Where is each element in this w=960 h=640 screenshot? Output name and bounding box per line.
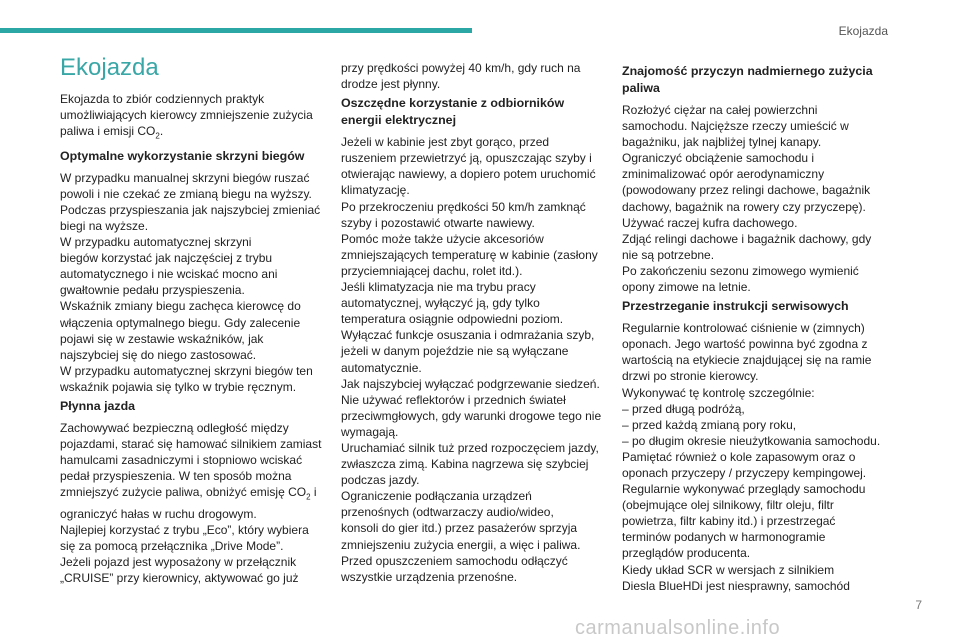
text-line: drodze jest płynny. xyxy=(341,77,441,92)
text-line: Przed opuszczeniem samochodu odłączyć xyxy=(341,553,568,568)
text-line: (obejmujące olej silnikowy, filtr oleju, filtr xyxy=(622,498,834,513)
text-line: opony zimowe na letnie. xyxy=(622,280,751,295)
fuel-consumption-paragraph xyxy=(622,102,892,295)
text-line: automatycznego i nie wciskać mocno ani xyxy=(60,267,278,282)
text-line: Pamiętać również o kole zapasowym oraz o xyxy=(622,449,856,464)
text-line: Ograniczyć obciążenie samochodu i xyxy=(622,151,815,166)
continued-paragraph xyxy=(341,60,611,92)
section-heading-electrical: Oszczędne korzystanie z odbiorników energii elektrycznej xyxy=(341,96,565,128)
text-line: – przed długą podróżą, xyxy=(622,401,745,416)
service-paragraph xyxy=(622,320,892,594)
text-line: – przed każdą zmianą pory roku, xyxy=(622,417,797,432)
text-line: ograniczyć hałas w ruchu drogowym. xyxy=(60,506,257,521)
section-heading-service: Przestrzeganie instrukcji serwisowych xyxy=(622,299,849,314)
text-line: się za pomocą przełącznika „Drive Mode”. xyxy=(60,539,284,554)
text-line: samochodu. Najcięższe rzeczy umieścić w xyxy=(622,119,849,134)
text-line: W przypadku automatycznej skrzyni xyxy=(60,235,252,250)
text-line: Regularnie wykonywać przeglądy samochodu xyxy=(622,482,866,497)
text-line: jeżeli w danym pojeździe nie są wyłączane xyxy=(341,344,569,359)
smooth-driving-paragraph xyxy=(60,420,330,586)
text-line: biegi na wyższe. xyxy=(60,218,149,233)
text-line: konsoli do gier itd.) przez pasażerów sprzyja xyxy=(341,521,578,536)
text-line: Diesla BlueHDi jest niesprawny, samochód xyxy=(622,578,850,593)
text-line: Wykonywać tę kontrolę szczególnie: xyxy=(622,385,815,400)
page-title: Ekojazda xyxy=(60,54,159,81)
text-line: przeciwmgłowych, gdy warunki drogowe tego nie xyxy=(341,408,602,423)
text-line: umożliwiających kierowcy zmniejszenie zużycia xyxy=(60,108,313,123)
text-line: Ograniczenie podłączania urządzeń xyxy=(341,489,532,504)
text-line: wszystkie urządzenia przenośne. xyxy=(341,569,518,584)
column-3 xyxy=(622,60,892,597)
text-line: pojawi się w zestawie wskaźników, jak xyxy=(60,331,264,346)
gearbox-paragraph xyxy=(60,170,330,395)
text-line: zmniejszyć zużycie paliwa, obniżyć emisję $CO_2$ i xyxy=(60,485,317,502)
text-line: „CRUISE” przy kierownicy, aktywować go już xyxy=(60,571,299,586)
page-number: 7 xyxy=(915,598,922,612)
text-line: włączenia optymalnego biegu. Gdy zalecenie xyxy=(60,315,301,330)
text-line: bagażniku, jak najbliżej tylnej kanapy. xyxy=(622,135,822,150)
text-line: Po zakończeniu sezonu zimowego wymienić xyxy=(622,263,859,278)
text-line: biegów korzystać jak najczęściej z trybu xyxy=(60,251,273,266)
text-line: gwałtownie pedału przyspieszenia. xyxy=(60,283,245,298)
text-line: Jeżeli pojazd jest wyposażony w przełącznik xyxy=(60,555,297,570)
text-line: Wskaźnik zmiany biegu zachęca kierowcę do xyxy=(60,299,301,314)
text-line: Wyłączać funkcje osuszania i odmrażania szyb, xyxy=(341,328,595,343)
text-line: powietrza, filtr kabiny itd.) i przestrzegać xyxy=(622,514,836,529)
text-line: przeglądów producenta. xyxy=(622,546,751,561)
column-2 xyxy=(341,60,611,588)
text-line: drzwi po stronie kierowcy. xyxy=(622,369,759,384)
text-line: podczas jazdy. xyxy=(341,473,420,488)
text-line: Używać raczej kufra dachowego. xyxy=(622,215,798,230)
watermark: carmanualsonline.info xyxy=(575,617,781,639)
text-line: wymagają. xyxy=(341,424,399,439)
text-line: Jak najszybciej wyłączać podgrzewanie siedzeń. xyxy=(341,376,600,391)
section-header: Ekojazda xyxy=(838,24,888,38)
text-line: Uruchamiać silnik tuż przed rozpoczęciem jazdy, xyxy=(341,440,599,455)
text-line: oponach przyczepy / przyczepy kempingowej. xyxy=(622,465,867,480)
electrical-paragraph xyxy=(341,134,611,585)
text-line: Zachowywać bezpieczną odległość między xyxy=(60,420,289,435)
text-line: wartością na etykiecie znajdującej się na ramie xyxy=(622,353,872,368)
text-line: klimatyzację. xyxy=(341,183,410,198)
text-line: W przypadku manualnej skrzyni biegów ruszać xyxy=(60,170,310,185)
text-line: zminimalizować opór aerodynamiczny xyxy=(622,167,825,182)
text-line: automatycznej, wyłączyć ją, gdy tylko xyxy=(341,296,540,311)
text-line: automatycznie. xyxy=(341,360,422,375)
text-line: terminów podanych w harmonogramie xyxy=(622,530,826,545)
text-line: W przypadku automatycznej skrzyni biegów ten xyxy=(60,363,313,378)
section-heading-fuel-consumption: Znajomość przyczyn nadmiernego zużycia paliwa xyxy=(622,64,873,95)
text-line: Rozłożyć ciężar na całej powierzchni xyxy=(622,103,818,117)
text-line: ruszeniem przewietrzyć ją, opuszczając szyby i xyxy=(341,151,592,166)
text-line: wskaźnik pojawia się tylko w trybie ręcznym. xyxy=(60,379,297,394)
intro-paragraph xyxy=(60,91,330,145)
text-line: dachowy, bagażnik na rowery czy przyczepę). xyxy=(622,199,866,214)
text-line: przenośnych (odtwarzaczy audio/wideo, xyxy=(341,505,554,520)
header-accent-bar xyxy=(0,28,472,33)
text-line: Pomóc może także użycie akcesoriów xyxy=(341,231,544,246)
text-line: otwierając nawiewy, a dopiero potem uruchomić xyxy=(341,167,596,182)
text-line: przyciemniającej dachu, rolet itd.). xyxy=(341,263,523,278)
text-line: Po przekroczeniu prędkości 50 km/h zamknąć xyxy=(341,199,586,214)
text-line: Ekojazda to zbiór codziennych praktyk xyxy=(60,92,265,106)
text-line: nie są potrzebne. xyxy=(622,247,715,262)
text-line: zmniejszających temperaturę w kabinie (zasłony xyxy=(341,247,598,262)
text-line: temperatura osiągnie odpowiedni poziom. xyxy=(341,312,564,327)
text-line: Regularnie kontrolować ciśnienie w (zimnych) xyxy=(622,321,865,336)
text-line: zwłaszcza zimą. Kabina nagrzewa się szybciej xyxy=(341,457,589,472)
text-line: oponach. Jego wartość powinna być zgodna z xyxy=(622,337,868,352)
section-heading-smooth-driving: Płynna jazda xyxy=(60,398,136,413)
text-line: – po długim okresie nieużytkowania samochodu. xyxy=(622,433,881,448)
text-line: najszybciej się do niego zastosować. xyxy=(60,347,257,362)
text-line: Podczas przyspieszania jak najszybciej zmieniać xyxy=(60,202,321,217)
text-line: Jeżeli w kabinie jest zbyt gorąco, przed xyxy=(341,135,550,150)
text-line: szyby i pozostawić otwarte nawiewy. xyxy=(341,215,535,230)
text-line: pedał przyspieszenia. W ten sposób można xyxy=(60,469,292,484)
text-line: przy prędkości powyżej 40 km/h, gdy ruch na xyxy=(341,61,581,75)
column-1 xyxy=(60,54,330,589)
text-line: powoli i nie czekać ze zmianą biegu na wyższy. xyxy=(60,186,312,201)
text-line: hamulcami zasadniczymi i stopniowo wciskać xyxy=(60,453,303,468)
text-line: Nie używać reflektorów i przednich świateł xyxy=(341,392,566,407)
text-line: Zdjąć relingi dachowe i bagażnik dachowy, gdy xyxy=(622,231,872,246)
text-line: zmniejszeniu zużycia energii, a więc i paliwa. xyxy=(341,537,581,552)
text-line: Jeśli klimatyzacja nie ma trybu pracy xyxy=(341,280,536,295)
text-line: Najlepiej korzystać z trybu „Eco”, który wybiera xyxy=(60,522,309,537)
text-line: paliwa i emisji $CO_2$. xyxy=(60,124,164,141)
text-line: Kiedy układ SCR w wersjach z silnikiem xyxy=(622,562,835,577)
section-heading-gearbox: Optymalne wykorzystanie skrzyni biegów xyxy=(60,148,305,163)
text-line: pojazdami, starać się hamować silnikiem zamiast xyxy=(60,437,322,452)
text-line: (powodowany przez relingi dachowe, bagażnik xyxy=(622,183,871,198)
